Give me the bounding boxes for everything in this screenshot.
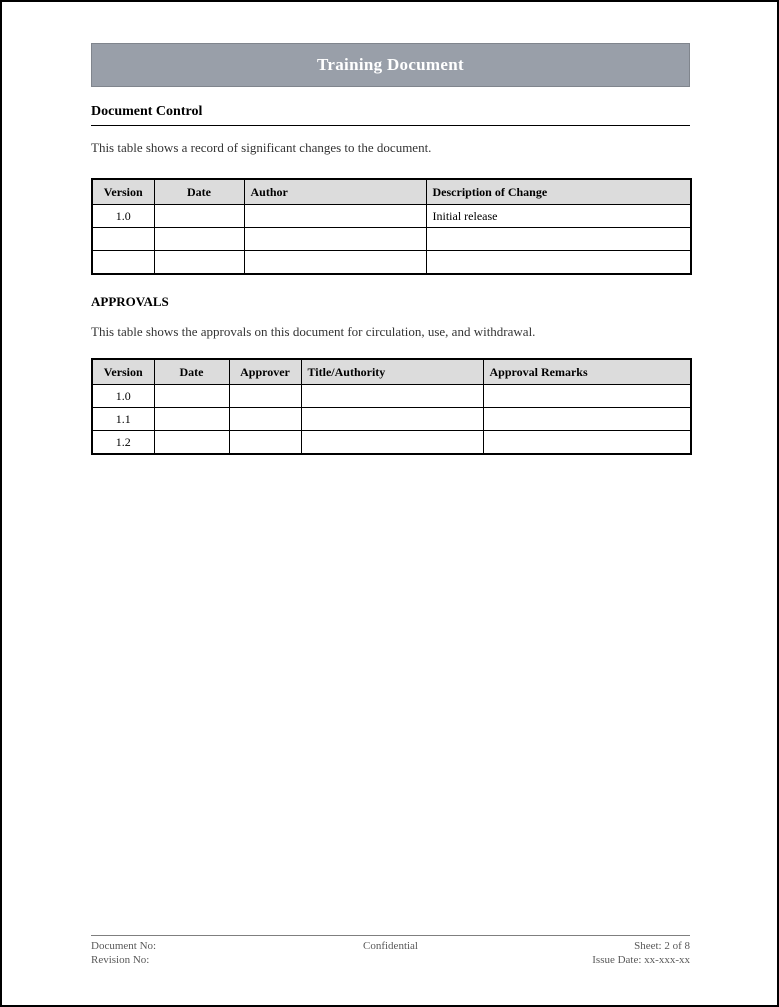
footer-left [91, 939, 291, 967]
cell-date [154, 408, 229, 431]
cell-approval-remarks [483, 385, 691, 408]
cell-version: 1.0 [92, 385, 154, 408]
document-control-table [91, 178, 692, 275]
approvals-table [91, 358, 692, 455]
cell-author [244, 205, 426, 228]
cell-version: 1.1 [92, 408, 154, 431]
sheet-number: Sheet: 2 of 8 [634, 940, 691, 952]
cell-approver [229, 385, 301, 408]
cell-author [244, 251, 426, 275]
cell-date [154, 431, 229, 455]
column-header-date: Date [154, 179, 244, 205]
column-header-title-authority: Title/Authority [301, 359, 483, 385]
approvals-intro: This table shows the approvals on this document for circulation, use, and withdrawal. [91, 324, 536, 339]
column-header-author: Author [244, 179, 426, 205]
column-header-version: Version [92, 179, 154, 205]
page-content [91, 43, 690, 455]
cell-date [154, 228, 244, 251]
table-header-row [92, 359, 691, 385]
cell-date [154, 251, 244, 275]
cell-author [244, 228, 426, 251]
cell-title-authority [301, 385, 483, 408]
footer-center [291, 939, 491, 967]
column-header-date: Date [154, 359, 229, 385]
cell-approver [229, 431, 301, 455]
page-footer [91, 935, 690, 967]
cell-title-authority [301, 408, 483, 431]
table-row [92, 431, 691, 455]
table-row [92, 228, 691, 251]
cell-version: 1.0 [92, 205, 154, 228]
cell-version: 1.2 [92, 431, 154, 455]
table-row [92, 251, 691, 275]
table-row [92, 408, 691, 431]
cell-description [426, 251, 691, 275]
column-header-description: Description of Change [426, 179, 691, 205]
document-no-label: Document No: [91, 940, 157, 952]
approvals-heading: APPROVALS [91, 294, 169, 309]
cell-date [154, 205, 244, 228]
document-control-intro: This table shows a record of significant changes to the document. [91, 140, 432, 155]
cell-approval-remarks [483, 408, 691, 431]
cell-version [92, 251, 154, 275]
table-header-row [92, 179, 691, 205]
cell-title-authority [301, 431, 483, 455]
issue-date: Issue Date: xx-xxx-xx [592, 954, 691, 966]
revision-no-label: Revision No: [91, 954, 150, 966]
cell-date [154, 385, 229, 408]
cell-description: Initial release [426, 205, 691, 228]
column-header-version: Version [92, 359, 154, 385]
page-title: Training Document [317, 55, 464, 74]
cell-version [92, 228, 154, 251]
document-control-heading: Document Control [91, 104, 690, 126]
footer-right [490, 939, 690, 967]
confidential-label: Confidential [363, 940, 418, 952]
cell-approver [229, 408, 301, 431]
table-row [92, 385, 691, 408]
cell-approval-remarks [483, 431, 691, 455]
column-header-approver: Approver [229, 359, 301, 385]
column-header-approval-remarks: Approval Remarks [483, 359, 691, 385]
table-row [92, 205, 691, 228]
title-banner [91, 43, 690, 87]
cell-description [426, 228, 691, 251]
